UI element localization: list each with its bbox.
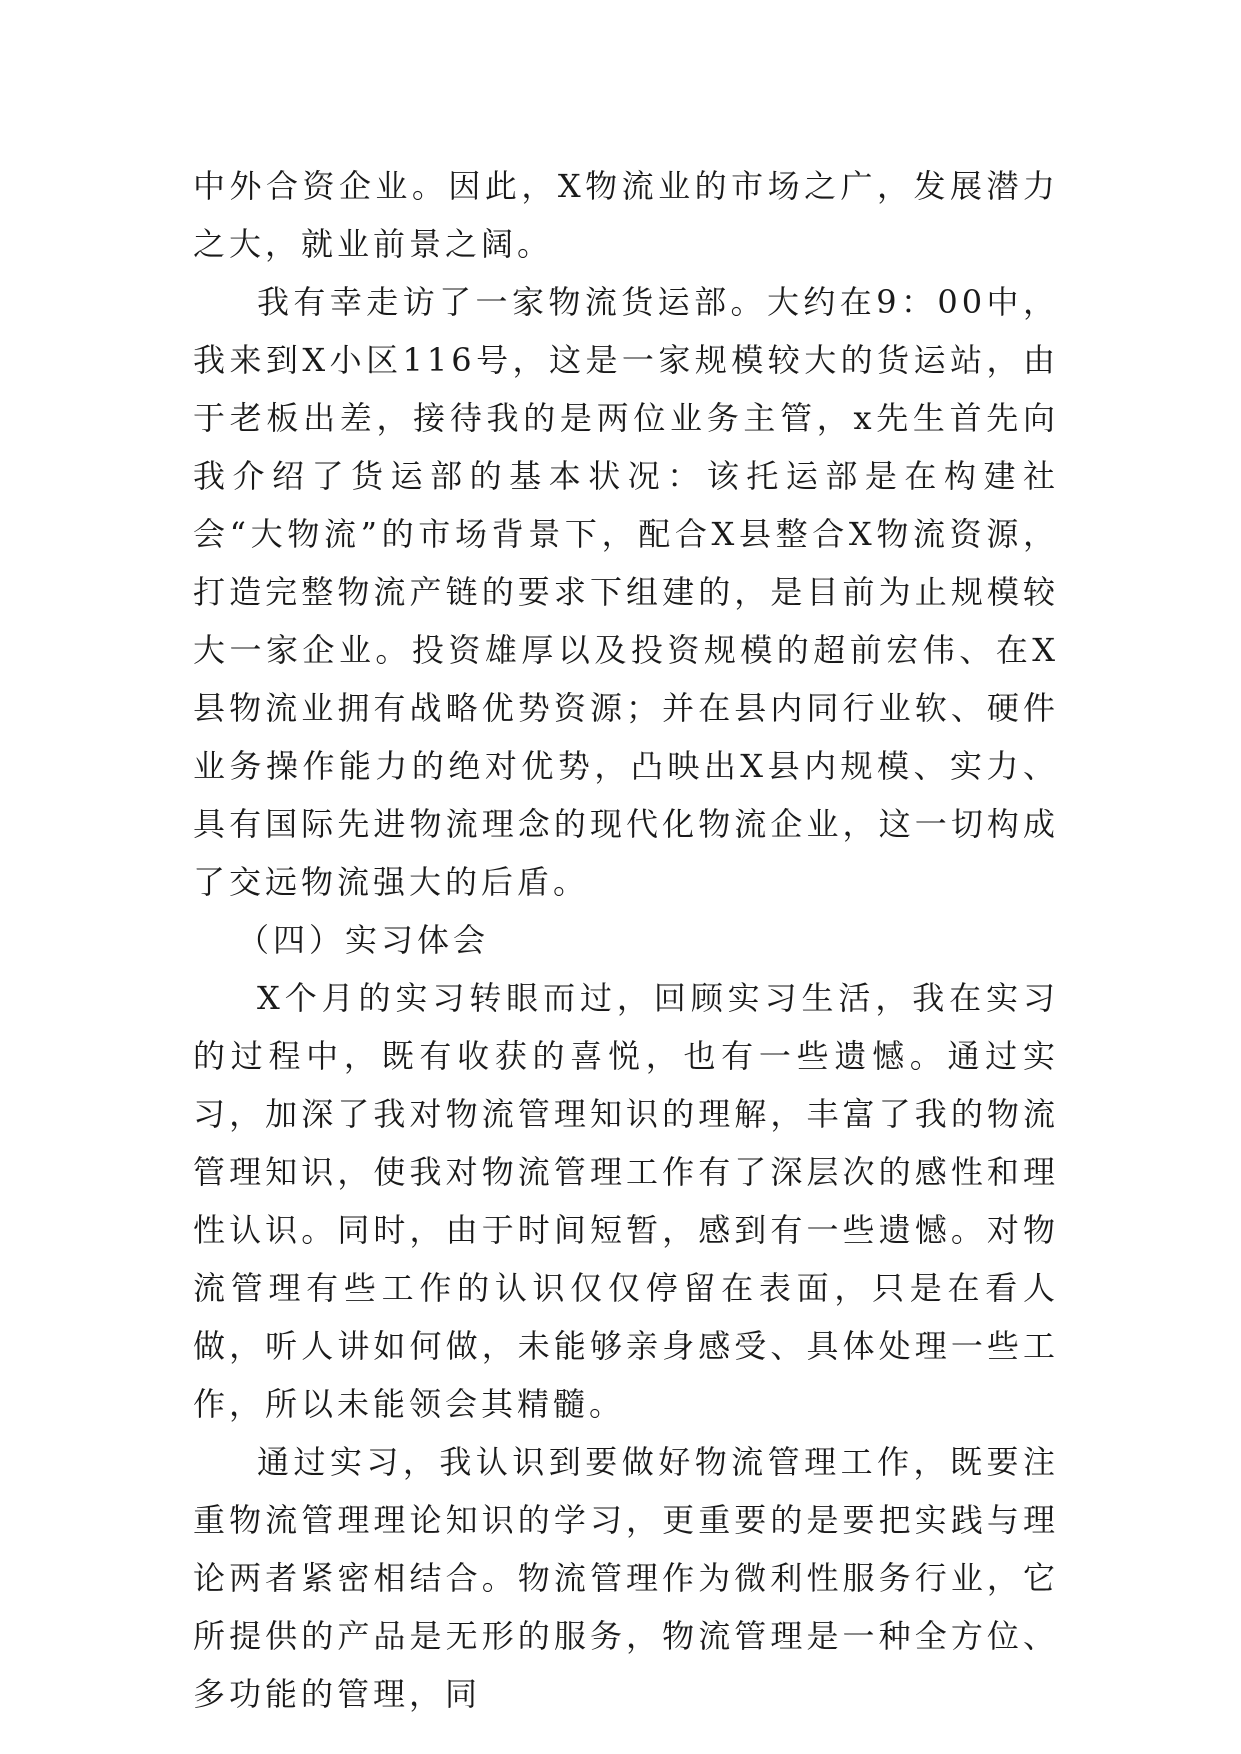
paragraph-reflection: X个月的实习转眼而过，回顾实习生活，我在实习的过程中，既有收获的喜悦，也有一些遗憾。通过实习，加深了我对物流管理知识的理解，丰富了我的物流管理知识，使我对物流管理工作有了深层次的感性和理性认识。同时，由于时间短暂，感到有一些遗憾。对物流管理有些工作的认识仅仅停留在表面，只是在看人做，听人讲如何做，未能够亲身感受、具体处理一些工作，所以未能领会其精髓。 (193, 979, 1059, 1423)
paragraph-continuation: 中外合资企业。因此，X物流业的市场之广，发展潜力之大，就业前景之阔。 (193, 167, 1059, 263)
section-heading: （四）实习体会 (237, 921, 490, 959)
paragraph-visit: 我有幸走访了一家物流货运部。大约在9：00中，我来到X小区116号，这是一家规模较大的货运站，由于老板出差，接待我的是两位业务主管，x先生首先向我介绍了货运部的基本状况：该托运部是在构建社会“大物流”的市场背景下，配合X县整合X物流资源，打造完整物流产链的要求下组建的，是目前为止规模较大一家企业。投资雄厚以及投资规模的超前宏伟、在X县物流业拥有战略优势资源；并在县内同行业软、硬件业务操作能力的绝对优势，凸映出X县内规模、实力、具有国际先进物流理念的现代化物流企业，这一切构成了交远物流强大的后盾。 (193, 283, 1059, 901)
paragraph-lesson: 通过实习，我认识到要做好物流管理工作，既要注重物流管理理论知识的学习，更重要的是要把实践与理论两者紧密相结合。物流管理作为微利性服务行业，它所提供的产品是无形的服务，物流管理是一种全方位、多功能的管理，同 (193, 1443, 1059, 1713)
document-body (193, 157, 1059, 1723)
